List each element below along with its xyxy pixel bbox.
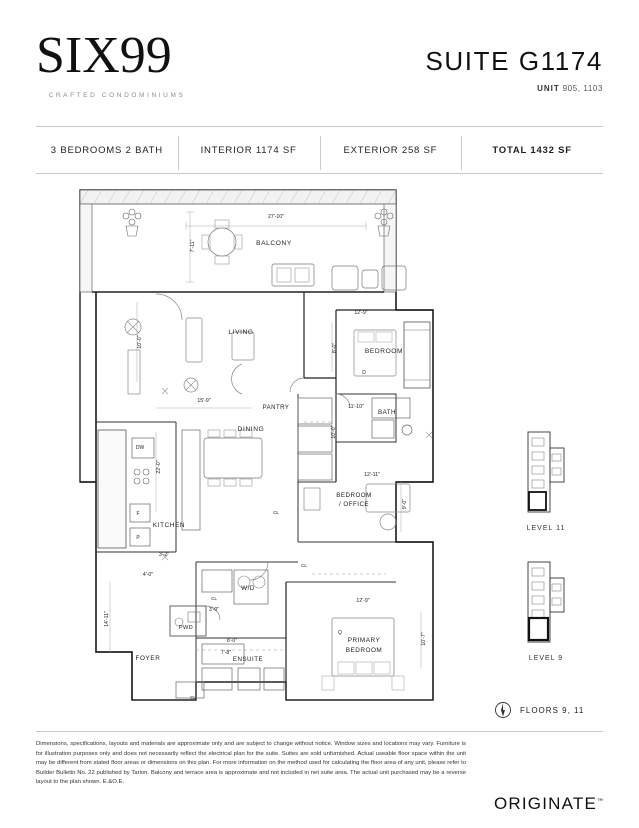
room-label-bedroom-1: BEDROOM	[364, 348, 404, 355]
dim-balcony-depth: 7'-11"	[190, 239, 196, 253]
suite-units	[425, 84, 603, 93]
appliance-label-p: P	[136, 535, 140, 541]
dim-office-width: 12'-11"	[364, 472, 380, 478]
dim-ensuite-d: 7'-8"	[220, 650, 232, 656]
dim-bedroom1-width: 12'-9"	[354, 310, 368, 316]
keyplan-level-9-label: LEVEL 9	[528, 655, 564, 662]
room-label-primary-1: PRIMARY	[347, 637, 381, 644]
keyplan-level-9-svg	[510, 560, 582, 646]
closet-label-4: CL	[190, 695, 196, 700]
floors-note	[494, 701, 584, 719]
compass-icon	[494, 701, 512, 719]
room-label-living: LIVING	[228, 329, 254, 336]
closet-label-1: CL	[273, 510, 279, 515]
suite-stats-bar	[36, 126, 603, 174]
closet-label-2: CL	[301, 563, 307, 568]
keyplan-level-11-svg	[510, 430, 582, 516]
dim-bedroom1-depth: 8'-0"	[332, 342, 338, 354]
keyplan-level-9	[510, 560, 582, 662]
dim-hall-a: 3'-2"	[158, 552, 170, 558]
dim-primary-depth: 10'-7"	[421, 632, 427, 646]
room-label-bath: BATH	[377, 409, 397, 416]
page-footer	[36, 731, 603, 820]
room-label-laundry: W/D	[241, 585, 255, 592]
room-label-pantry: PANTRY	[262, 405, 290, 411]
originate-logo-tm: ™	[597, 798, 603, 805]
closet-label-3: CL	[211, 596, 217, 601]
room-label-bedroom-office-1: BEDROOM	[336, 492, 372, 499]
keyplan-level-11-label: LEVEL 11	[526, 525, 566, 532]
dim-living-width: 15'-9"	[197, 398, 211, 404]
stat-interior: INTERIOR 1174 SF	[178, 145, 320, 156]
stat-bedrooms: 3 BEDROOMS 2 BATH	[50, 144, 163, 156]
appliance-label-dw: DW	[135, 445, 145, 451]
unit-values: 905, 1103	[562, 84, 603, 93]
floors-note-label: FLOORS 9, 11	[520, 705, 585, 715]
dim-foyer-depth: 14'-11"	[104, 611, 110, 627]
room-label-balcony: BALCONY	[256, 240, 292, 247]
page-header	[0, 0, 639, 122]
stat-exterior: EXTERIOR 258 SF	[320, 145, 462, 156]
originate-logo	[494, 794, 603, 814]
room-label-powder: PWD	[178, 625, 194, 631]
dim-primary-width: 12'-9"	[356, 598, 370, 604]
room-label-primary-2: BEDROOM	[345, 647, 383, 654]
floorplan-drawing	[36, 182, 603, 727]
stat-total: TOTAL 1432 SF	[461, 145, 603, 156]
dim-office-depth: 9'-0"	[402, 498, 408, 510]
brand-name: SIX99	[36, 27, 172, 84]
unit-label: UNIT	[537, 84, 560, 93]
room-label-bedroom-office-2: / OFFICE	[338, 501, 370, 508]
bed-size-label-d: D	[362, 370, 366, 376]
dim-ensuite-w: 8'-0"	[226, 638, 238, 644]
dim-hall-b: 4'-0"	[142, 572, 154, 578]
dim-balcony-width: 27'-10"	[267, 214, 285, 220]
appliance-label-f: F	[136, 511, 140, 517]
suite-title: SUITE G1174	[425, 46, 603, 76]
room-label-dining: DINING	[237, 426, 265, 433]
originate-logo-text: ORIGINATE	[493, 794, 597, 813]
suite-info	[425, 46, 603, 93]
room-label-ensuite: ENSUITE	[232, 656, 264, 663]
dim-closet-w: 3'-0"	[208, 607, 220, 613]
dim-kitchen-depth: 22'-0"	[156, 460, 162, 474]
room-label-foyer: FOYER	[135, 655, 161, 662]
disclaimer-text: Dimensions, specifications, layouts and materials are approximate only and are subject to change without notice. Window sizes and locations may vary. Furniture is for illustration purposes only and does not necessarily reflect the electrical plan for the suite. Suites are sold unfurnished. Actual useable floor space within the unit may be different from stated floor areas or dimensions on this plan. For more information on the method used for calculating the floor area of any unit, please refer to Builder Bulletin No. 22 published by Tarion. Balcony and terrace area is approximate and not included in net suite area. The actual unit purchased may be a reverse layout to the plan shown. E.&O.E.	[36, 741, 466, 786]
dim-living-depth: 10'-0"	[137, 335, 143, 349]
dim-bath-depth: 10'-0"	[331, 425, 337, 439]
brand-logo	[36, 27, 266, 99]
brand-tagline: CRAFTED CONDOMINIUMS	[48, 92, 186, 99]
bed-size-label-q: Q	[338, 630, 342, 636]
keyplan-level-11	[510, 430, 582, 532]
dim-bath-width: 11'-10"	[348, 404, 364, 410]
room-label-kitchen: KITCHEN	[152, 522, 186, 529]
